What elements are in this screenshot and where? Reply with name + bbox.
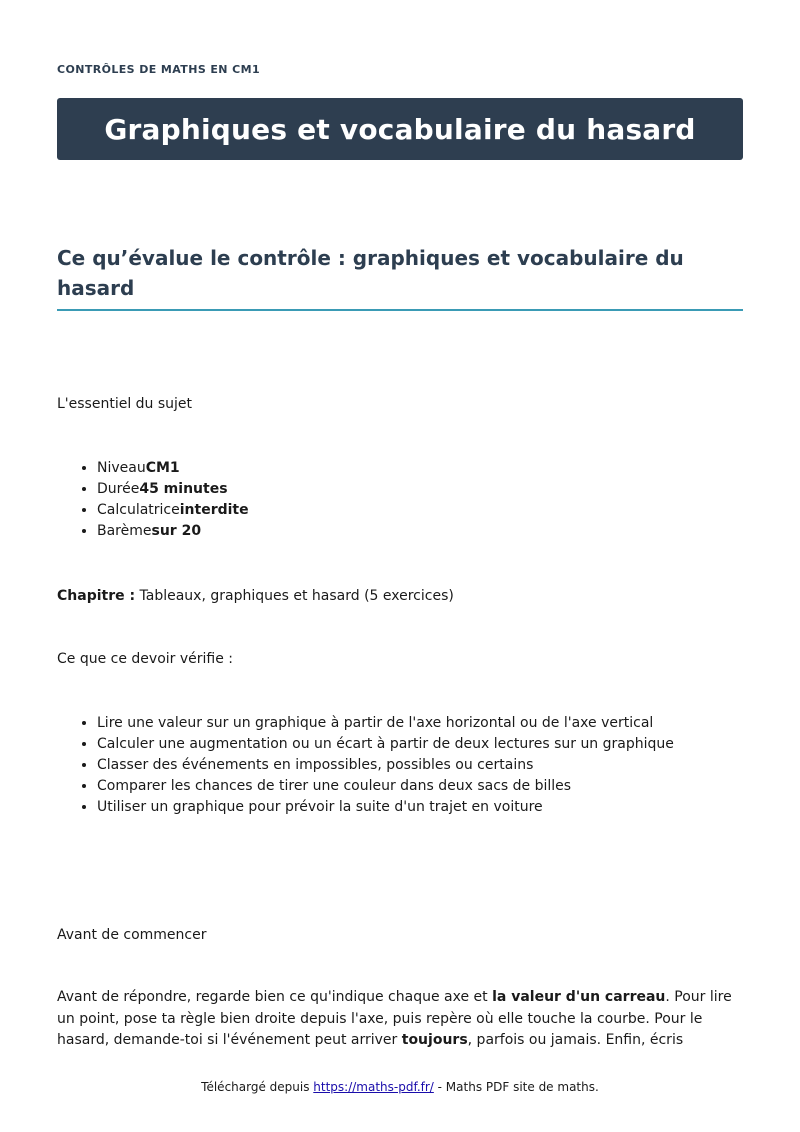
list-item: • Calculer une augmentation ou un écart à partir de deux lectures sur un graphique xyxy=(97,734,674,755)
page-kicker: CONTRÔLES DE MATHS EN CM1 xyxy=(57,63,260,76)
list-item: • Classer des événements en impossibles, possibles ou certains xyxy=(97,755,674,776)
item-label: Durée xyxy=(97,481,140,497)
avant-text-3: , parfois ou jamais. Enfin, écris xyxy=(467,1032,684,1048)
item-label: Barème xyxy=(97,523,152,539)
list-item xyxy=(97,458,249,479)
avant-bold-1: la valeur d'un carreau xyxy=(492,989,666,1005)
list-item: • Utiliser un graphique pour prévoir la suite d'un trajet en voiture xyxy=(97,797,674,818)
list-item: • Comparer les chances de tirer une couleur dans deux sacs de billes xyxy=(97,776,674,797)
verifie-heading: Ce que ce devoir vérifie : xyxy=(57,651,234,667)
essentiel-heading: L'essentiel du sujet xyxy=(57,396,193,412)
item-value: CM1 xyxy=(145,460,180,476)
section-divider xyxy=(57,309,743,311)
list-item xyxy=(97,521,249,542)
section-title: Ce qu’évalue le contrôle : graphiques et vocabulaire du hasard xyxy=(57,246,684,300)
list-item: • Lire une valeur sur un graphique à partir de l'axe horizontal ou de l'axe vertical xyxy=(97,713,674,734)
verifie-list xyxy=(57,713,674,818)
essentiel-list xyxy=(57,458,249,542)
footer-link[interactable]: https://maths-pdf.fr/ xyxy=(313,1080,434,1094)
title-banner xyxy=(57,98,743,160)
avant-paragraph xyxy=(57,987,743,1052)
list-item xyxy=(97,500,249,521)
footer-prefix: Téléchargé depuis xyxy=(201,1080,314,1094)
item-label: Niveau xyxy=(97,460,146,476)
item-value: 45 minutes xyxy=(139,481,228,497)
avant-bold-2: toujours xyxy=(401,1032,468,1048)
footer-suffix: - Maths PDF site de maths. xyxy=(433,1080,599,1094)
item-value: interdite xyxy=(179,502,249,518)
avant-heading: Avant de commencer xyxy=(57,927,207,943)
chapitre-text: Tableaux, graphiques et hasard (5 exercices) xyxy=(135,588,454,604)
list-item xyxy=(97,479,249,500)
avant-text-2: . Pour lire un point, pose ta règle bien droite depuis l'axe, puis repère où elle touche la courbe. Pour le hasard, demande-toi si l'événement peut arriver xyxy=(57,989,732,1048)
page-footer xyxy=(0,1080,800,1094)
item-label: Calculatrice xyxy=(97,502,180,518)
chapitre-line xyxy=(57,586,454,607)
item-value: sur 20 xyxy=(151,523,202,539)
chapitre-label: Chapitre : xyxy=(57,588,136,604)
avant-text-1: Avant de répondre, regarde bien ce qu'indique chaque axe et xyxy=(57,989,493,1005)
page-title: Graphiques et vocabulaire du hasard xyxy=(104,112,696,146)
